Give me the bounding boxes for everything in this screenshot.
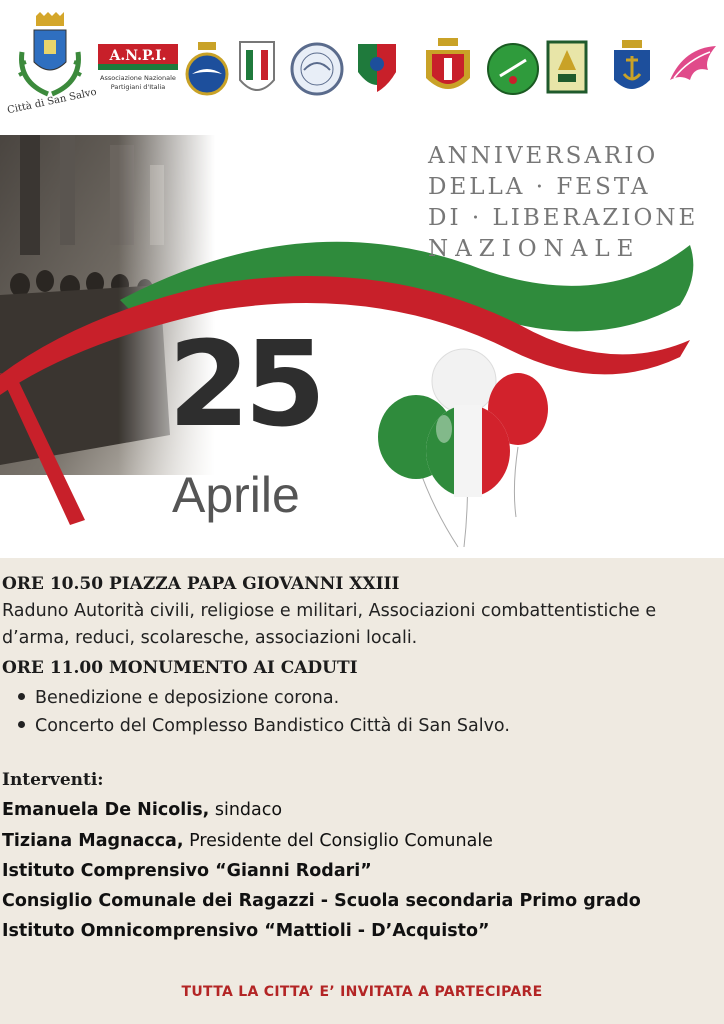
interventi-heading: Interventi: xyxy=(2,770,104,790)
shield-badge-icon xyxy=(238,40,276,100)
anpi-logo-icon xyxy=(98,44,178,92)
bullet-item-2: Concerto del Complesso Bandistico Città di San Salvo. xyxy=(18,716,510,736)
date-month: Aprile xyxy=(172,467,300,523)
title-line-1: ANNIVERSARIO xyxy=(428,143,659,169)
anpi-name: A.N.P.I. xyxy=(109,48,167,64)
navy-anchor-icon xyxy=(612,40,652,96)
green-association-icon xyxy=(486,42,540,96)
title-line-4: NAZIONALE xyxy=(428,236,641,262)
title-line-2: DELLA · FESTA xyxy=(428,174,651,200)
bullet-item-1: Benedizione e deposizione corona. xyxy=(18,688,339,708)
speaker-5: Istituto Omnicomprensivo “Mattioli - D’Acquisto” xyxy=(2,921,490,941)
association-round-icon xyxy=(290,42,344,96)
title-line-3: DI · LIBERAZIONE xyxy=(428,205,699,231)
logo-strip xyxy=(0,0,724,135)
poster-artwork xyxy=(0,135,724,558)
alpini-badge-icon xyxy=(546,40,588,96)
second-event-heading: ORE 11.00 MONUMENTO AI CADUTI xyxy=(2,658,358,678)
first-event-line-2: d’arma, reduci, scolaresche, associazioni locali. xyxy=(2,628,418,648)
speaker-2: Tiziana Magnacca, Presidente del Consiglio Comunale xyxy=(2,831,493,851)
police-crest-icon xyxy=(420,38,476,98)
date-day: 25 xyxy=(168,315,321,453)
first-event-heading: ORE 10.50 PIAZZA PAPA GIOVANNI XXIII xyxy=(2,574,400,594)
regional-crest-icon xyxy=(356,42,398,96)
speaker-1: Emanuela De Nicolis, sindaco xyxy=(2,800,283,820)
feather-plume-icon xyxy=(664,40,720,96)
speaker-4: Consiglio Comunale dei Ragazzi - Scuola secondaria Primo grado xyxy=(2,891,641,911)
invitation-footer: TUTTA LA CITTA’ E’ INVITATA A PARTECIPARE xyxy=(181,984,543,1000)
city-caption: Città di San Salvo xyxy=(6,86,98,117)
program-panel xyxy=(0,558,724,1024)
speaker-3: Istituto Comprensivo “Gianni Rodari” xyxy=(2,861,372,881)
aviation-badge-icon xyxy=(184,42,230,96)
first-event-line-1: Raduno Autorità civili, religiose e militari, Associazioni combattentistiche e xyxy=(2,601,657,621)
poster-title xyxy=(428,141,718,265)
tricolor-balloons-icon xyxy=(372,347,562,557)
anpi-sub1: Associazione Nazionale xyxy=(100,74,176,82)
anpi-sub2: Partigiani d'Italia xyxy=(110,83,166,91)
